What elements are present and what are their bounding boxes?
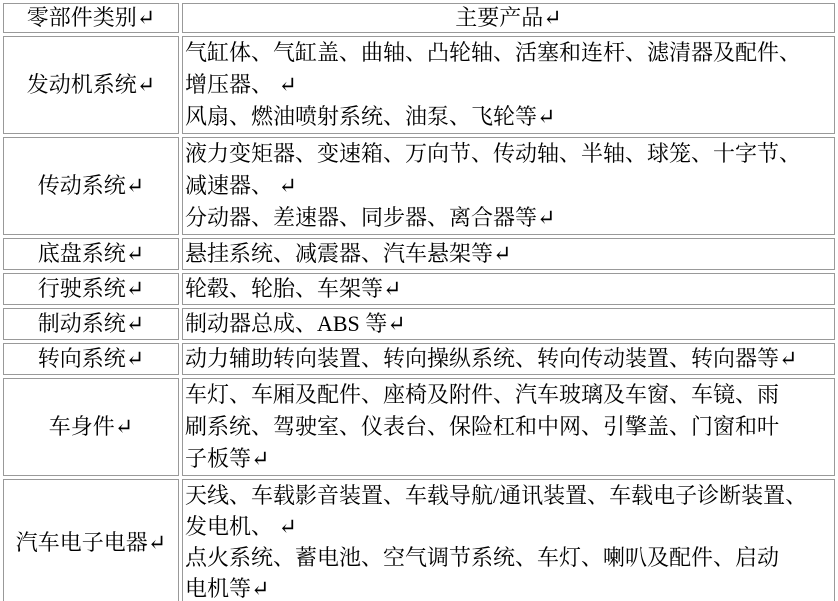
product-line: 天线、车载影音装置、车载导航/通讯装置、车载电子诊断装置、 (185, 483, 808, 508)
category-cell (3, 308, 179, 340)
header-category-label: 零部件类别↵ (26, 5, 156, 30)
product-line: 制动器总成、ABS 等↵ (185, 311, 406, 336)
category-label: 发动机系统↵ (26, 72, 156, 97)
table-row-chassis-system (3, 238, 835, 270)
category-cell (3, 238, 179, 270)
products-cell (182, 308, 835, 340)
table-row-transmission-system (3, 137, 835, 235)
product-line: 刷系统、驾驶室、仪表台、保险杠和中网、引擎盖、门窗和叶 (185, 414, 780, 439)
category-label: 底盘系统↵ (37, 241, 145, 266)
header-products-label: 主要产品↵ (455, 5, 562, 30)
category-label: 传动系统↵ (37, 173, 145, 198)
table-row-body-parts (3, 378, 835, 476)
products-cell (182, 273, 835, 305)
products-cell (182, 343, 835, 375)
products-cell (182, 378, 835, 476)
product-line: 减速器、 ↵ (185, 173, 297, 198)
category-label: 行驶系统↵ (37, 276, 145, 301)
product-line: 车灯、车厢及配件、座椅及附件、汽车玻璃及车窗、车镜、雨 (185, 382, 780, 407)
product-line: 分动器、差速器、同步器、离合器等↵ (185, 205, 556, 230)
product-line: 风扇、燃油喷射系统、油泵、飞轮等↵ (185, 104, 556, 129)
category-label: 汽车电子电器↵ (15, 529, 167, 555)
products-cell (182, 238, 835, 270)
product-line: 增压器、 ↵ (185, 72, 297, 97)
products-cell (182, 36, 835, 134)
product-line: 动力辅助转向装置、转向操纵系统、转向传动装置、转向器等↵ (185, 346, 798, 371)
header-products-cell (182, 3, 835, 33)
products-cell (182, 479, 835, 601)
product-line: 发电机、 ↵ (185, 514, 297, 539)
product-line: 液力变矩器、变速箱、万向节、传动轴、半轴、球笼、十字节、 (185, 141, 802, 166)
table-row-engine-system (3, 36, 835, 134)
category-cell (3, 343, 179, 375)
product-line: 点火系统、蓄电池、空气调节系统、车灯、喇叭及配件、启动 (185, 545, 780, 570)
product-line: 子板等↵ (185, 446, 270, 471)
table-row-steering-system (3, 343, 835, 375)
product-line: 悬挂系统、减震器、汽车悬架等↵ (185, 241, 512, 266)
table-row-driving-system (3, 273, 835, 305)
table-row-brake-system (3, 308, 835, 340)
product-line: 气缸体、气缸盖、曲轴、凸轮轴、活塞和连杆、滤清器及配件、 (185, 40, 802, 65)
products-cell (182, 137, 835, 235)
category-cell (3, 137, 179, 235)
category-cell (3, 273, 179, 305)
category-cell (3, 479, 179, 601)
product-line: 电机等↵ (185, 576, 270, 601)
header-row (3, 3, 835, 33)
category-cell (3, 36, 179, 134)
table-row-auto-electronics (3, 479, 835, 601)
category-label: 制动系统↵ (37, 311, 145, 336)
category-label: 车身件↵ (48, 414, 134, 439)
category-label: 转向系统↵ (37, 346, 145, 371)
header-category-cell (3, 3, 179, 33)
product-line: 轮毂、轮胎、车架等↵ (185, 276, 402, 301)
category-cell (3, 378, 179, 476)
